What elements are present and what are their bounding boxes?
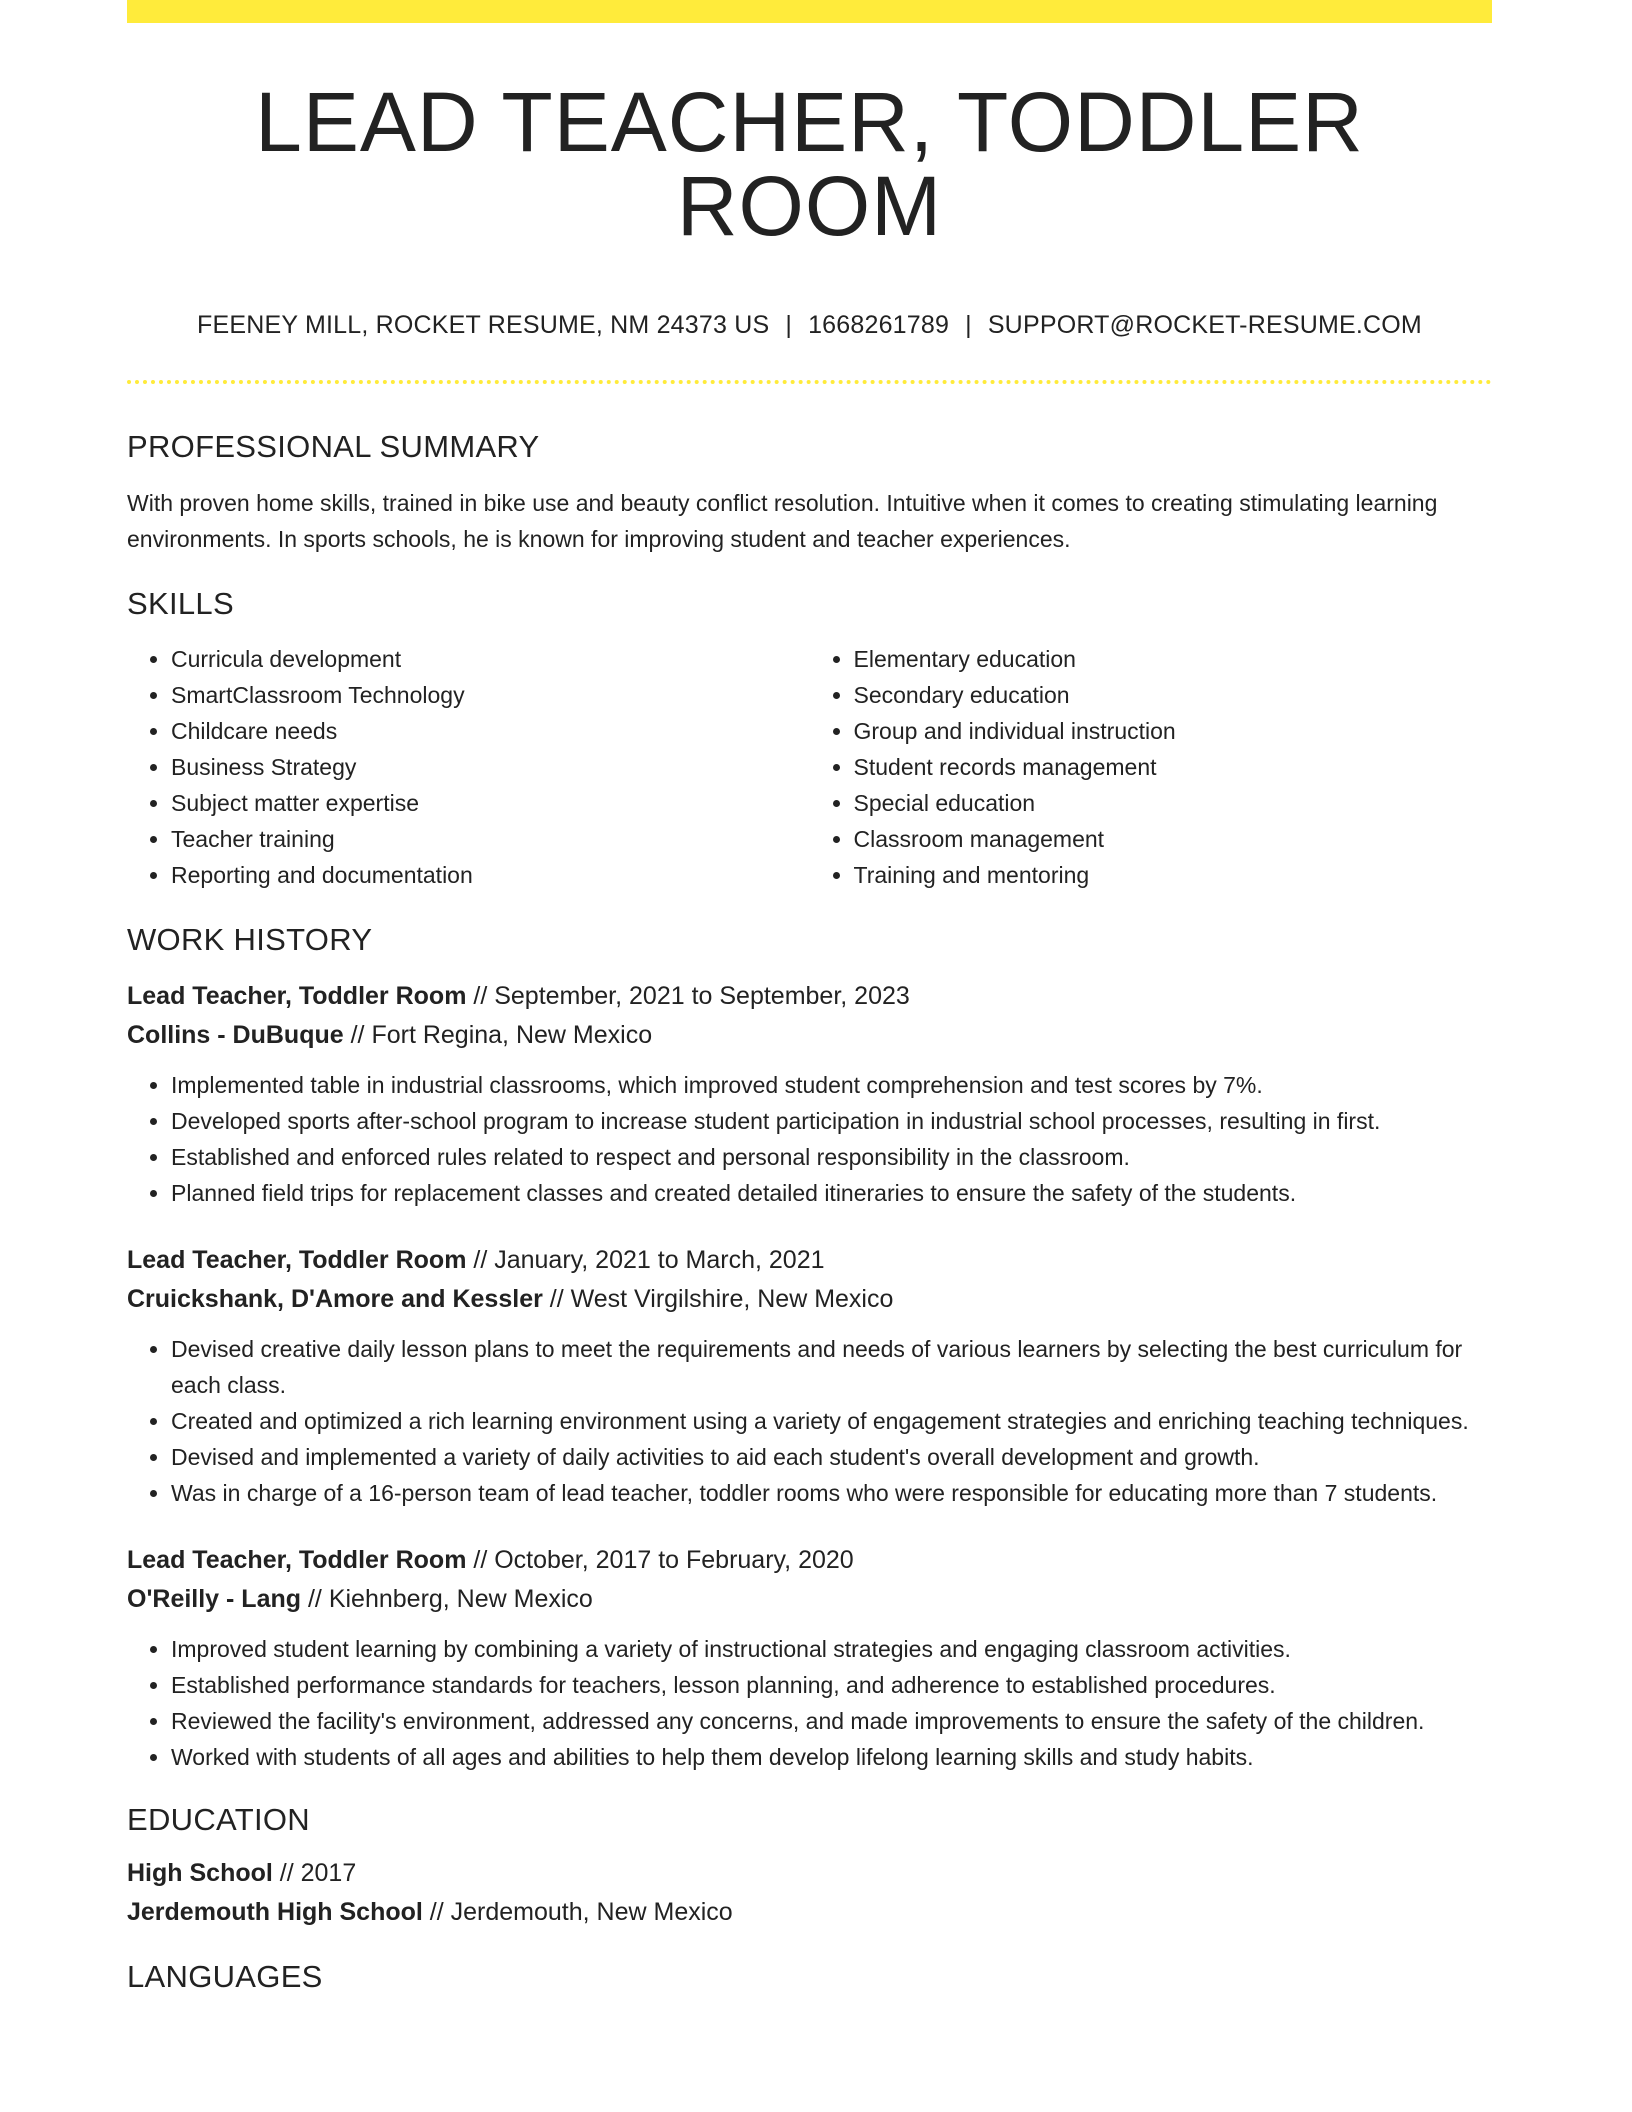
job-bullet: • Devised and implemented a variety of daily activities to aid each student's overall development and growth. — [171, 1439, 1492, 1475]
job-company-line — [127, 1280, 1492, 1319]
skill-item: • Teacher training — [171, 821, 810, 857]
skills-column-left — [127, 641, 810, 893]
address: FEENEY MILL, ROCKET RESUME, NM 24373 US — [197, 311, 770, 339]
job-bullets — [127, 1631, 1492, 1775]
job-company: Cruickshank, D'Amore and Kessler — [127, 1284, 543, 1313]
job-location: // Kiehnberg, New Mexico — [301, 1584, 593, 1613]
job-bullet: • Created and optimized a rich learning environment using a variety of engagement strategies and enriching teaching techniques. — [171, 1403, 1492, 1439]
work-history-heading: WORK HISTORY — [127, 922, 373, 958]
job-bullet: • Planned field trips for replacement classes and created detailed itineraries to ensure the safety of the students. — [171, 1175, 1492, 1211]
job-company: O'Reilly - Lang — [127, 1584, 302, 1613]
education-school-line — [127, 1893, 1492, 1932]
skill-item: • Childcare needs — [171, 713, 810, 749]
education-heading: EDUCATION — [127, 1801, 310, 1837]
job-role: Lead Teacher, Toddler Room — [127, 1545, 467, 1574]
job-location: // West Virgilshire, New Mexico — [542, 1284, 894, 1313]
education-location: // Jerdemouth, New Mexico — [422, 1897, 733, 1926]
skill-item: • Reporting and documentation — [171, 857, 810, 893]
job-bullet: • Implemented table in industrial classrooms, which improved student comprehension and test scores by 7%. — [171, 1067, 1492, 1103]
education-degree: High School — [127, 1858, 273, 1887]
job-bullet: • Was in charge of a 16-person team of lead teacher, toddler rooms who were responsible for educating more than 7 students. — [171, 1475, 1492, 1511]
job-dates: // September, 2021 to September, 2023 — [466, 981, 910, 1010]
skill-item: • Group and individual instruction — [854, 713, 1493, 749]
skill-item: • Training and mentoring — [854, 857, 1493, 893]
job-company-line — [127, 1016, 1492, 1055]
job-bullets — [127, 1331, 1492, 1511]
accent-bar — [127, 0, 1492, 23]
skills-heading: SKILLS — [127, 586, 234, 622]
skill-item: • Classroom management — [854, 821, 1493, 857]
job-title-line — [127, 1541, 1492, 1580]
job-title-line — [127, 1241, 1492, 1280]
skill-item: • Student records management — [854, 749, 1493, 785]
job-entry — [127, 1541, 1492, 1775]
job-role: Lead Teacher, Toddler Room — [127, 1245, 467, 1274]
skill-item: • SmartClassroom Technology — [171, 677, 810, 713]
job-bullet: • Established performance standards for teachers, lesson planning, and adherence to established procedures. — [171, 1667, 1492, 1703]
skill-item: • Subject matter expertise — [171, 785, 810, 821]
skill-item: • Elementary education — [854, 641, 1493, 677]
job-role: Lead Teacher, Toddler Room — [127, 981, 467, 1010]
languages-heading: LANGUAGES — [127, 1958, 323, 1994]
contact-separator: | — [965, 311, 972, 339]
job-location: // Fort Regina, New Mexico — [343, 1020, 653, 1049]
education-year: // 2017 — [272, 1858, 357, 1887]
phone: 1668261789 — [808, 311, 950, 339]
education-entry — [127, 1854, 1492, 1932]
job-title-line — [127, 977, 1492, 1016]
job-bullet: • Worked with students of all ages and abilities to help them develop lifelong learning skills and study habits. — [171, 1739, 1492, 1775]
contact-line — [127, 310, 1492, 340]
summary-text: With proven home skills, trained in bike use and beauty conflict resolution. Intuitive when it comes to creating stimulating learning environments. In sports schools, he is known for improving student and teacher experiences. — [127, 490, 1438, 553]
job-company: Collins - DuBuque — [127, 1020, 344, 1049]
job-dates: // January, 2021 to March, 2021 — [466, 1245, 825, 1274]
job-bullet: • Reviewed the facility's environment, addressed any concerns, and made improvements to ensure the safety of the children. — [171, 1703, 1492, 1739]
summary-heading: PROFESSIONAL SUMMARY — [127, 429, 540, 464]
skill-item: • Business Strategy — [171, 749, 810, 785]
dotted-divider — [127, 380, 1492, 384]
job-bullet: • Established and enforced rules related to respect and personal responsibility in the classroom. — [171, 1139, 1492, 1175]
contact-separator: | — [785, 311, 793, 339]
skill-item: • Secondary education — [854, 677, 1493, 713]
skills-column-right — [810, 641, 1493, 893]
skill-item: • Special education — [854, 785, 1493, 821]
candidate-name: LEAD TEACHER, TODDLER ROOM — [255, 75, 1364, 253]
job-entry — [127, 1241, 1492, 1511]
education-degree-line — [127, 1854, 1492, 1893]
education-school: Jerdemouth High School — [127, 1897, 423, 1926]
job-bullet: • Developed sports after-school program to increase student participation in industrial school processes, resulting in first. — [171, 1103, 1492, 1139]
resume-page — [127, 0, 1492, 1995]
skills-list — [127, 641, 1492, 893]
skill-item: • Curricula development — [171, 641, 810, 677]
job-entry — [127, 977, 1492, 1211]
email-link[interactable]: SUPPORT@ROCKET-RESUME.COM — [987, 311, 1422, 339]
job-bullets — [127, 1067, 1492, 1211]
job-company-line — [127, 1580, 1492, 1619]
job-bullet: • Improved student learning by combining a variety of instructional strategies and engaging classroom activities. — [171, 1631, 1492, 1667]
job-bullet: • Devised creative daily lesson plans to meet the requirements and needs of various learners by selecting the best curriculum for each class. — [171, 1331, 1492, 1403]
job-dates: // October, 2017 to February, 2020 — [466, 1545, 854, 1574]
